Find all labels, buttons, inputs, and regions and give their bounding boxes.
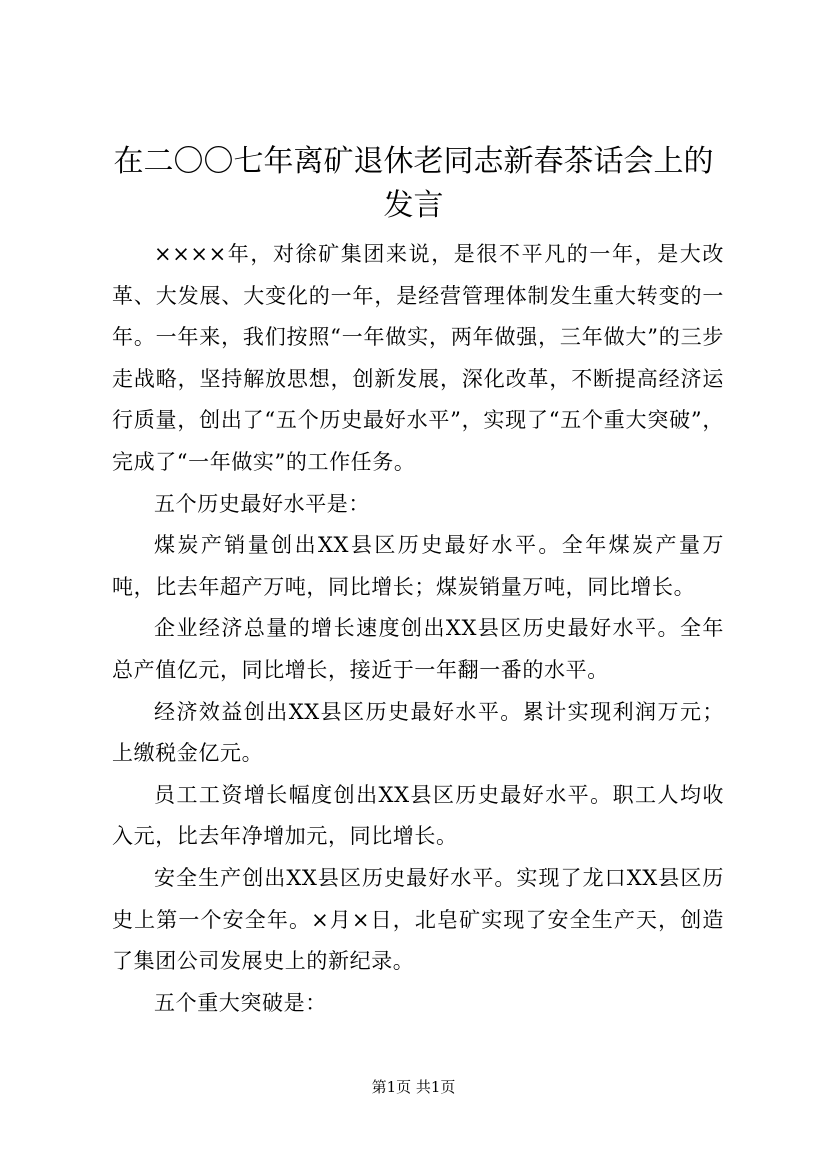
title-line-2: 发言 (383, 188, 444, 223)
paragraph: 五个历史最好水平是： (154, 491, 370, 516)
document-title (100, 140, 727, 228)
paragraph: 企业经济总量的增长速度创出XX县区历史最好水平。全年总产值亿元，同比增长，接近于一年翻一番的水平。 (112, 616, 724, 682)
page-number: 第1页 共1页 (371, 1078, 456, 1096)
title-line-1: 在二〇〇七年离矿退休老同志新春茶话会上的 (113, 144, 714, 179)
page-footer (0, 1077, 827, 1097)
document-body (112, 234, 724, 1024)
paragraph: 员工工资增长幅度创出XX县区历史最好水平。职工人均收入元，比去年净增加元，同比增长。 (112, 782, 724, 849)
paragraph: 煤炭产销量创出XX县区历史最好水平。全年煤炭产量万吨，比去年超产万吨，同比增长；煤炭销量万吨，同比增长。 (112, 533, 724, 599)
paragraph: 安全生产创出XX县区历史最好水平。实现了龙口XX县区历史上第一个安全年。×月×日，北皂矿实现了安全生产天，创造了集团公司发展史上的新纪录。 (112, 865, 724, 974)
paragraph: ××××年，对徐矿集团来说，是很不平凡的一年，是大改革、大发展、大变化的一年，是经营管理体制发生重大转变的一年。一年来，我们按照“一年做实，两年做强，三年做大”的三步走战略，坚持解放思想，创新发展，深化改革，不断提高经济运行质量，创出了“五个历史最好水平”，实现了“五个重大突破”，完成了“一年做实”的工作任务。 (112, 242, 724, 474)
paragraph: 经济效益创出XX县区历史最好水平。累计实现利润万元；上缴税金亿元。 (112, 699, 724, 766)
paragraph: 五个重大突破是： (154, 990, 327, 1015)
